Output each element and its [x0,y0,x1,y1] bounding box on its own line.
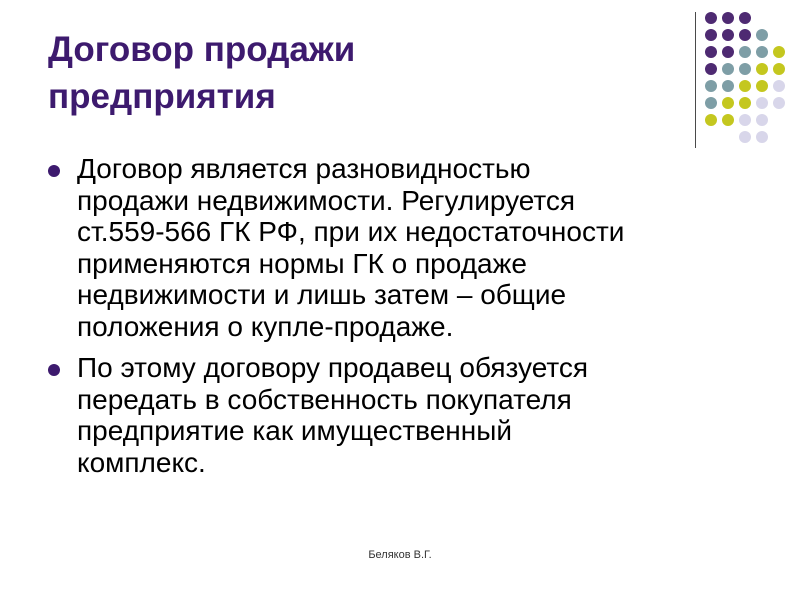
decorative-dot [705,97,717,109]
bullet-line: применяются нормы ГК о продаже [77,247,527,279]
bullet-item [48,153,748,342]
bullet-line: недвижимости и лишь затем – общие [77,279,567,310]
decorative-dot [773,46,785,58]
decorative-dot [739,29,751,41]
bullet-line: комплекс. [77,446,206,478]
decorative-dot [756,131,768,143]
decorative-dot [756,97,768,109]
decorative-dot [756,114,768,126]
bullet-line: передать в собственность покупателя [77,383,572,415]
decorative-dot [722,63,734,75]
bullet-line: продажи недвижимости. Регулируется [77,184,576,216]
decorative-dot [739,114,751,126]
decorative-dot [705,29,717,41]
footer-author: Беляков В.Г. [368,549,432,561]
bullet-list [48,153,748,488]
decorative-dot-grid [705,12,777,130]
decorative-dot [739,63,751,75]
bullet-line: предприятие как имущественный [77,415,512,446]
title-line-1: Договор продажи [48,30,356,69]
bullet-dot-icon [48,364,60,376]
decorative-dot [722,46,734,58]
decorative-dot [722,12,734,24]
decorative-dot [739,46,751,58]
decorative-dot [773,97,785,109]
decorative-dot [756,80,768,92]
bullet-line: Договор является разновидностью [77,153,531,184]
decorative-dot [705,46,717,58]
slide-title [48,26,668,120]
decorative-dot [705,12,717,24]
decorative-dot [756,63,768,75]
bullet-line: ст.559-566 ГК РФ, при их недостаточности [77,216,625,247]
decorative-dot [756,29,768,41]
decorative-dot [739,131,751,143]
bullet-item [48,352,748,478]
title-line-2: предприятия [48,77,276,116]
decorative-dot [739,12,751,24]
decorative-dot [722,114,734,126]
decorative-dot [722,80,734,92]
decorative-dot [773,80,785,92]
decorative-dot [773,63,785,75]
bullet-dot-icon [48,165,60,177]
bullet-line: По этому договору продавец обязуется [77,352,589,383]
decorative-dot [705,114,717,126]
decorative-dot [705,63,717,75]
decorative-dot [739,80,751,92]
decorative-dot [722,29,734,41]
decorative-dot [705,80,717,92]
decorative-dot [756,46,768,58]
decorative-dot [739,97,751,109]
vertical-divider [695,12,696,148]
bullet-line: положения о купле-продаже. [77,310,454,342]
decorative-dot [722,97,734,109]
